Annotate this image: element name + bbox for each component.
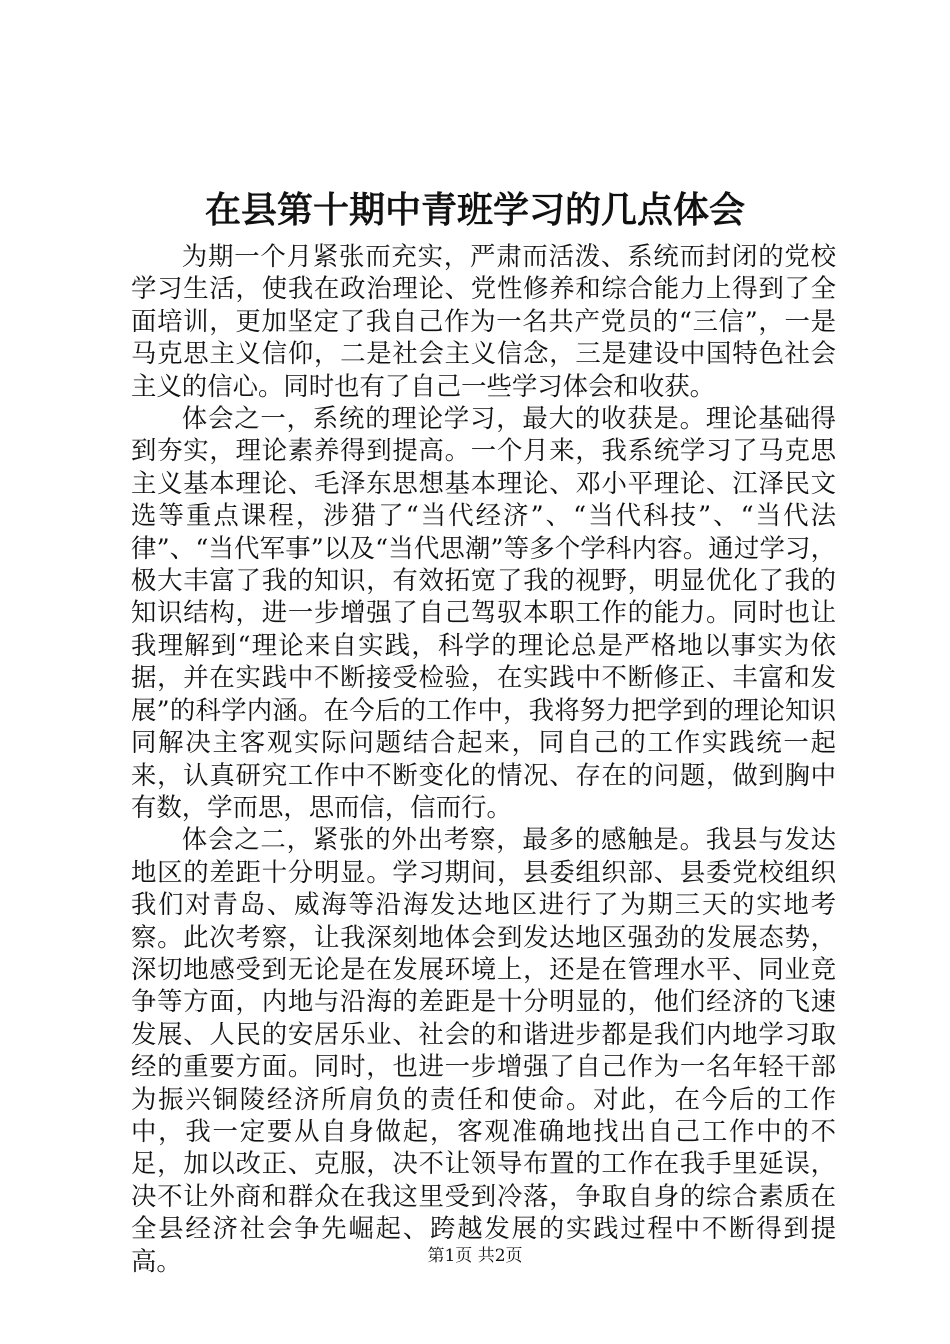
document-body — [131, 240, 836, 1277]
page-title: 在县第十期中青班学习的几点体会 — [204, 189, 745, 231]
paragraph-insight-two: 体会之二，紧张的外出考察，最多的感触是。我县与发达地区的差距十分明显。学习期间，县委组织部、县委党校组织我们对青岛、威海等沿海发达地区进行了为期三天的实地考察。此次考察，让我深刻地体会到发达地区强劲的发展态势，深切地感受到无论是在发展环境上，还是在管理水平、同业竞争等方面，内地与沿海的差距是十分明显的，他们经济的飞速发展、人民的安居乐业、社会的和谐进步都是我们内地学习取经的重要方面。同时，也进一步增强了自己作为一名年轻干部为振兴铜陵经济所肩负的责任和使命。对此，在今后的工作中，我一定要从自身做起，客观准确地找出自己工作中的不足，加以改正、克服，决不让领导布置的工作在我手里延误，决不让外商和群众在我这里受到冷落，争取自身的综合素质在全县经济社会争先崛起、跨越发展的实践过程中不断得到提高。 — [131, 824, 836, 1276]
page-number-footer: 第1页 共2页 — [427, 1246, 523, 1266]
paragraph-insight-one: 体会之一，系统的理论学习，最大的收获是。理论基础得到夯实，理论素养得到提高。一个月来，我系统学习了马克思主义基本理论、毛泽东思想基本理论、邓小平理论、江泽民文选等重点课程，涉猎了“当代经济”、“当代科技”、“当代法律”、“当代军事”以及“当代思潮”等多个学科内容。通过学习，极大丰富了我的知识，有效拓宽了我的视野，明显优化了我的知识结构，进一步增强了自己驾驭本职工作的能力。同时也让我理解到“理论来自实践，科学的理论总是严格地以事实为依据，并在实践中不断接受检验，在实践中不断修正、丰富和发展”的科学内涵。在今后的工作中，我将努力把学到的理论知识同解决主客观实际问题结合起来，同自己的工作实践统一起来，认真研究工作中不断变化的情况、存在的问题，做到胸中有数，学而思，思而信，信而行。 — [131, 403, 836, 822]
paragraph-intro: 为期一个月紧张而充实，严肃而活泼、系统而封闭的党校学习生活，使我在政治理论、党性修养和综合能力上得到了全面培训，更加坚定了我自己作为一名共产党员的“三信”，一是马克思主义信仰，二是社会主义信念，三是建设中国特色社会主义的信心。同时也有了自己一些学习体会和收获。 — [131, 241, 836, 401]
